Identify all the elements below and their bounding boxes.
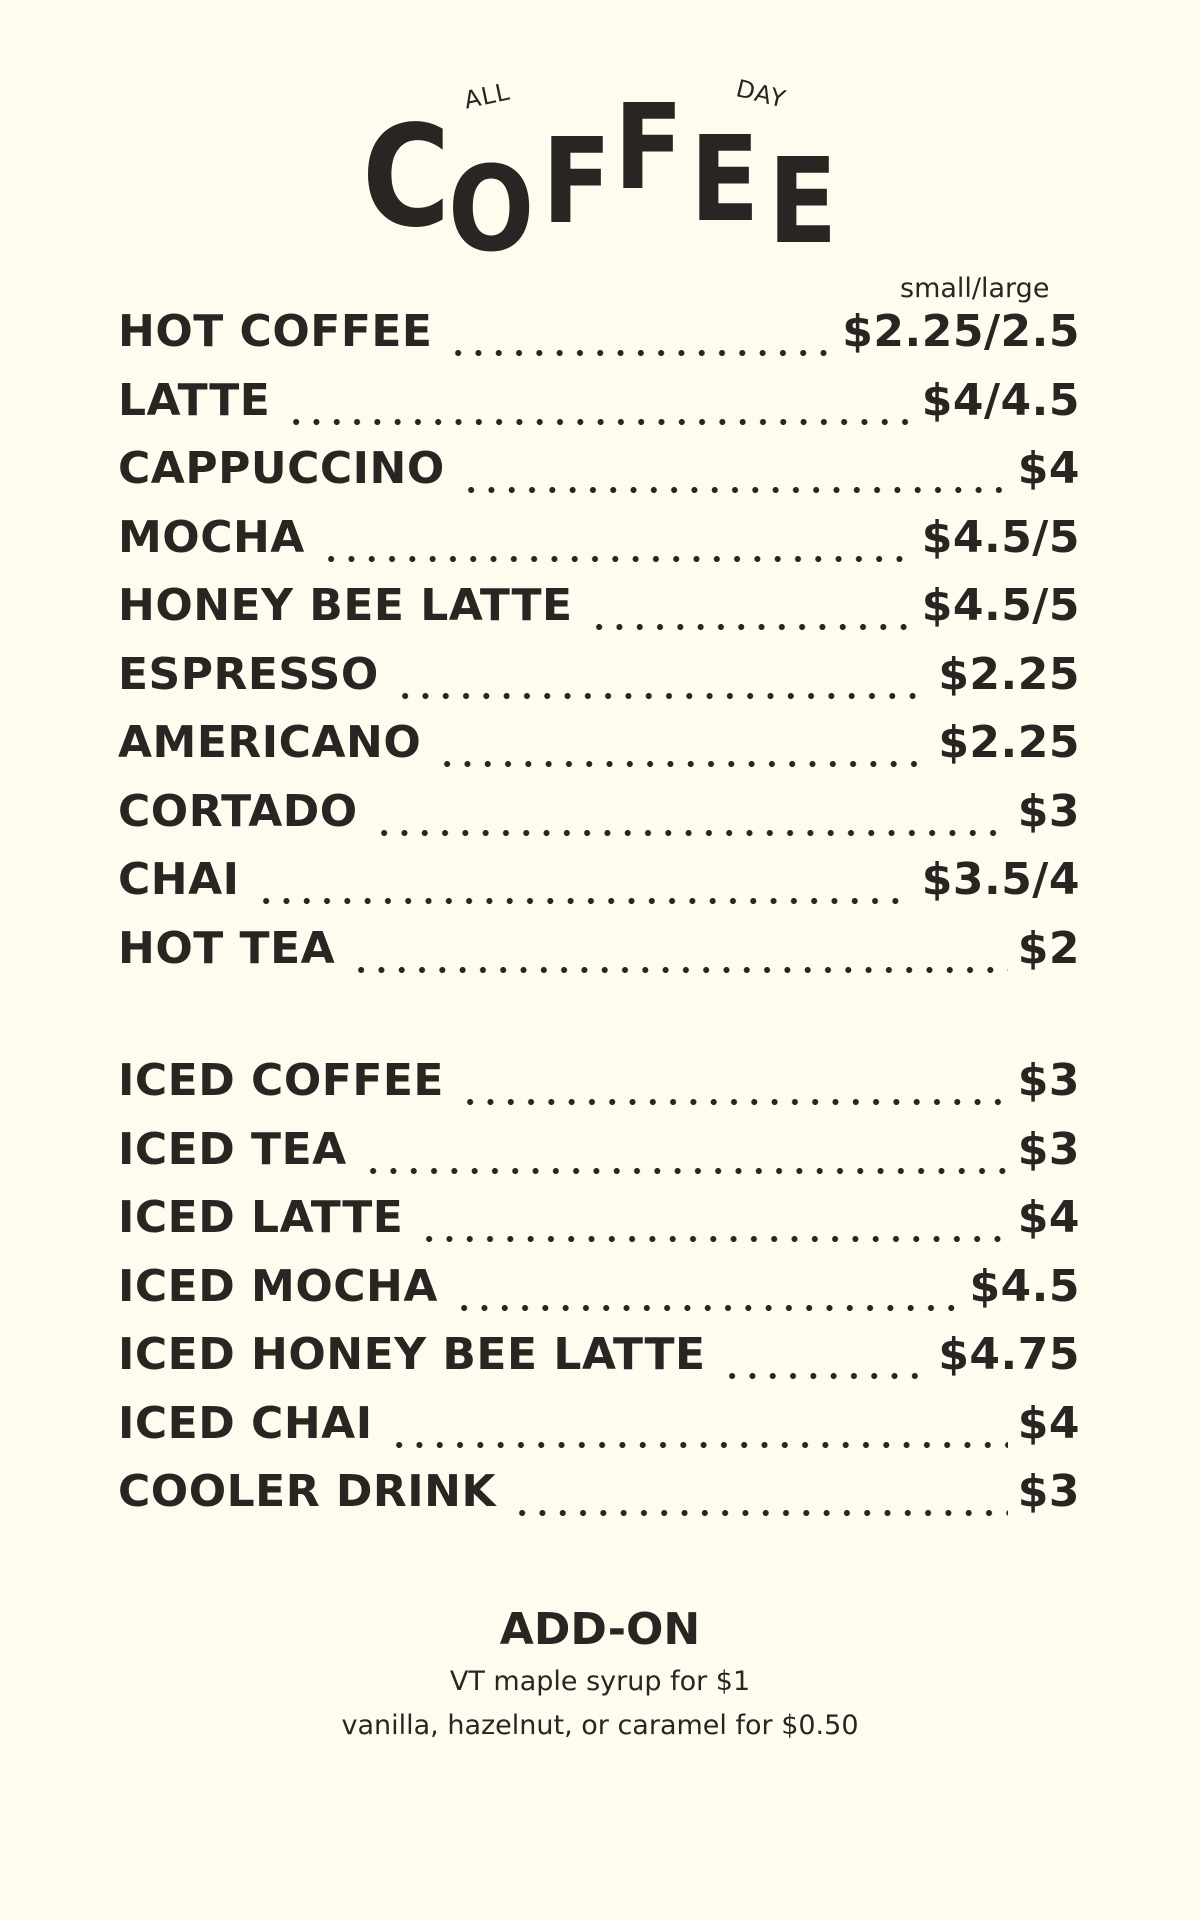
item-price: $2.25 [938,648,1080,700]
item-name: LATTE [118,374,271,426]
menu-item [118,580,1080,649]
logo-all-text: ALL [461,77,513,115]
item-price: $4.5/5 [921,580,1080,631]
logo-letter: O [448,140,535,278]
item-name: CORTADO [118,785,358,837]
item-price: $2.25/2.5 [842,306,1080,357]
item-price: $2 [1017,922,1080,974]
item-price: $3 [1017,1123,1080,1175]
menu-item [118,1398,1080,1467]
menu-item [118,1192,1080,1261]
item-name: ICED HONEY BEE LATTE [118,1329,706,1380]
menu-item [118,1261,1080,1330]
menu-item [118,786,1080,855]
item-name: ICED LATTE [118,1192,404,1243]
menu-item [118,649,1080,718]
dot-leader [496,1466,1018,1516]
item-name: COOLER DRINK [118,1466,497,1517]
item-name: ESPRESSO [118,648,379,700]
dot-leader [305,512,922,562]
logo-letter: E [768,132,838,270]
dot-leader [432,306,842,356]
item-name: MOCHA [118,511,305,563]
item-price: $3 [1017,1055,1080,1106]
dot-leader [438,1261,970,1311]
dot-leader [421,717,938,767]
item-name: ICED CHAI [118,1397,373,1449]
item-name: ICED TEA [118,1123,347,1175]
item-price: $2.25 [938,717,1080,768]
dot-leader [373,1398,1018,1448]
menu-item [118,717,1080,786]
menu-item [118,1329,1080,1398]
dot-leader [240,854,922,904]
item-name: CHAI [118,854,240,905]
item-price: $4/4.5 [921,374,1080,426]
menu-item [118,512,1080,581]
dot-leader [358,786,1018,836]
menu-item [118,1466,1080,1535]
item-price: $3 [1017,785,1080,837]
menu-item [118,1055,1080,1124]
item-price: $4.5 [969,1260,1080,1312]
addon-line: VT maple syrup for $1 [449,1666,751,1697]
iced-drinks-list [118,1055,1080,1535]
item-price: $3 [1017,1466,1080,1517]
item-price: $4 [1017,1397,1080,1449]
dot-leader [706,1329,939,1379]
item-price: $4 [1017,1192,1080,1243]
item-name: HOT COFFEE [118,306,433,357]
dot-leader [379,649,939,699]
item-price: $3.5/4 [921,854,1080,905]
menu-item [118,306,1080,375]
item-price: $4.75 [938,1329,1080,1380]
logo-letter: F [542,112,612,250]
dot-leader [335,923,1018,973]
logo-day-text: DAY [733,74,789,114]
dot-leader [347,1124,1018,1174]
hot-drinks-list [118,306,1080,991]
item-name: ICED MOCHA [118,1260,438,1312]
menu-item [118,375,1080,444]
item-name: HONEY BEE LATTE [118,580,573,631]
addon-section [0,1600,1200,1748]
menu-item [118,854,1080,923]
dot-leader [445,443,1018,493]
addon-line: vanilla, hazelnut, or caramel for $0.50 [341,1710,859,1741]
menu-item [118,443,1080,512]
item-name: AMERICANO [118,717,422,768]
coffee-logo [0,0,1200,278]
addon-title: ADD-ON [499,1604,701,1655]
menu-item [118,923,1080,992]
item-name: CAPPUCCINO [118,443,445,494]
dot-leader [444,1055,1018,1105]
item-price: $4 [1017,443,1080,494]
logo-letter: E [690,110,760,248]
dot-leader [403,1192,1017,1242]
item-name: ICED COFFEE [118,1055,444,1106]
dot-leader [573,580,922,630]
logo-letter: F [614,78,684,216]
menu-item [118,1124,1080,1193]
logo-letter: C [362,96,451,259]
item-name: HOT TEA [118,922,336,974]
dot-leader [270,375,921,425]
item-price: $4.5/5 [921,511,1080,563]
size-note: small/large [900,273,1050,304]
